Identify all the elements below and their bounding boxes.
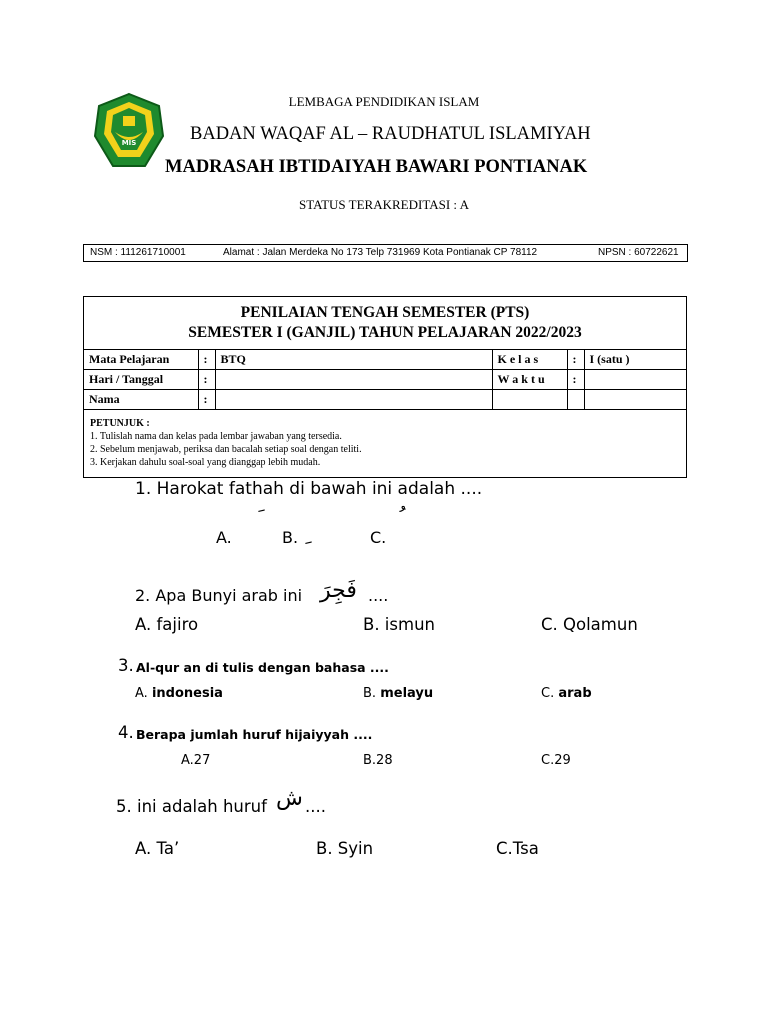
subject-label: Mata Pelajaran [84,350,198,370]
npsn-number: NPSN : 60722621 [598,247,679,258]
colon: : [198,370,215,390]
class-label: K e l a s [492,350,567,370]
question-2-ellipsis: .... [368,586,389,605]
name-value[interactable] [215,390,492,410]
date-value[interactable] [215,370,492,390]
school-address: Alamat : Jalan Merdeka No 173 Telp 731969 Kota Pontianak CP 78112 [223,247,538,258]
nsm-number: NSM : 111261710001 [90,247,186,258]
q4-option-c[interactable]: C.29 [541,753,571,768]
name-label: Nama [84,390,198,410]
empty-cell [584,390,686,410]
exam-subtitle: SEMESTER I (GANJIL) TAHUN PELAJARAN 2022/2023 [188,324,582,341]
colon: : [567,370,584,390]
option-text: indonesia [151,686,223,701]
class-value[interactable]: I (satu ) [584,350,686,370]
table-row [84,390,686,410]
question-5-text: 5. ini adalah huruf [116,797,267,816]
date-label: Hari / Tanggal [84,370,198,390]
instructions [90,417,362,469]
institution-name: LEMBAGA PENDIDIKAN ISLAM [288,94,480,109]
q3-option-c[interactable] [541,686,592,701]
time-label: W a k t u [492,370,567,390]
q5-option-b[interactable]: B. Syin [316,839,374,858]
question-1-text: 1. Harokat fathah di bawah ini adalah .... [135,479,483,499]
colon: : [567,350,584,370]
q5-arabic-letter: ش [276,786,303,811]
question-2-text: 2. Apa Bunyi arab ini [135,586,303,605]
instruction-item: 2. Sebelum menjawab, periksa dan bacalah setiap soal dengan teliti. [90,444,362,455]
instructions-title: PETUNJUK : [90,418,150,429]
q2-option-b[interactable]: B. ismun [363,615,435,634]
school-name: MADRASAH IBTIDAIYAH BAWARI PONTIANAK [165,157,588,177]
option-letter: A. [135,686,148,701]
option-text: arab [558,686,592,701]
q2-option-a[interactable]: A. fajiro [135,615,199,634]
instruction-item: 1. Tulislah nama dan kelas pada lembar jawaban yang tersedia. [90,431,342,442]
option-letter: C. [541,686,555,701]
school-info-bar [83,244,688,262]
q5-option-c[interactable]: C.Tsa [496,839,539,858]
time-value[interactable] [584,370,686,390]
option-letter: B. [363,686,377,701]
q1-option-b[interactable]: B. [282,528,299,547]
question-5-ellipsis: .... [305,797,326,816]
q2-arabic-word: فَجِرَ [320,578,357,603]
foundation-name: BADAN WAQAF AL – RAUDHATUL ISLAMIYAH [190,124,591,144]
table-row [84,370,686,390]
q1-option-c[interactable]: C. [370,528,387,547]
question-3-text: Al-qur an di tulis dengan bahasa .... [136,660,389,675]
q3-option-b[interactable] [363,686,433,701]
logo-text: MIS [121,139,137,147]
empty-cell [567,390,584,410]
colon: : [198,350,215,370]
q5-option-a[interactable]: A. Ta’ [135,839,180,858]
q3-option-a[interactable] [135,686,223,701]
q4-option-b[interactable]: B.28 [363,753,393,768]
accreditation-status: STATUS TERAKREDITASI : A [299,197,469,212]
exam-title: PENILAIAN TENGAH SEMESTER (PTS) [240,304,530,321]
question-4-number: 4. [118,723,134,742]
exam-header-box [83,296,687,478]
q2-option-c[interactable]: C. Qolamun [541,615,638,634]
q4-option-a[interactable]: A.27 [181,753,211,768]
option-text: melayu [380,686,434,701]
table-row [84,350,686,370]
empty-cell [492,390,567,410]
instruction-item: 3. Kerjakan dahulu soal-soal yang dianggap lebih mudah. [90,457,321,468]
colon: : [198,390,215,410]
question-3-number: 3. [118,656,134,675]
exam-meta-table [84,349,686,410]
subject-value[interactable]: BTQ [215,350,492,370]
q1-option-a[interactable]: A. [216,528,232,547]
question-4-text: Berapa jumlah huruf hijaiyyah .... [136,727,373,742]
